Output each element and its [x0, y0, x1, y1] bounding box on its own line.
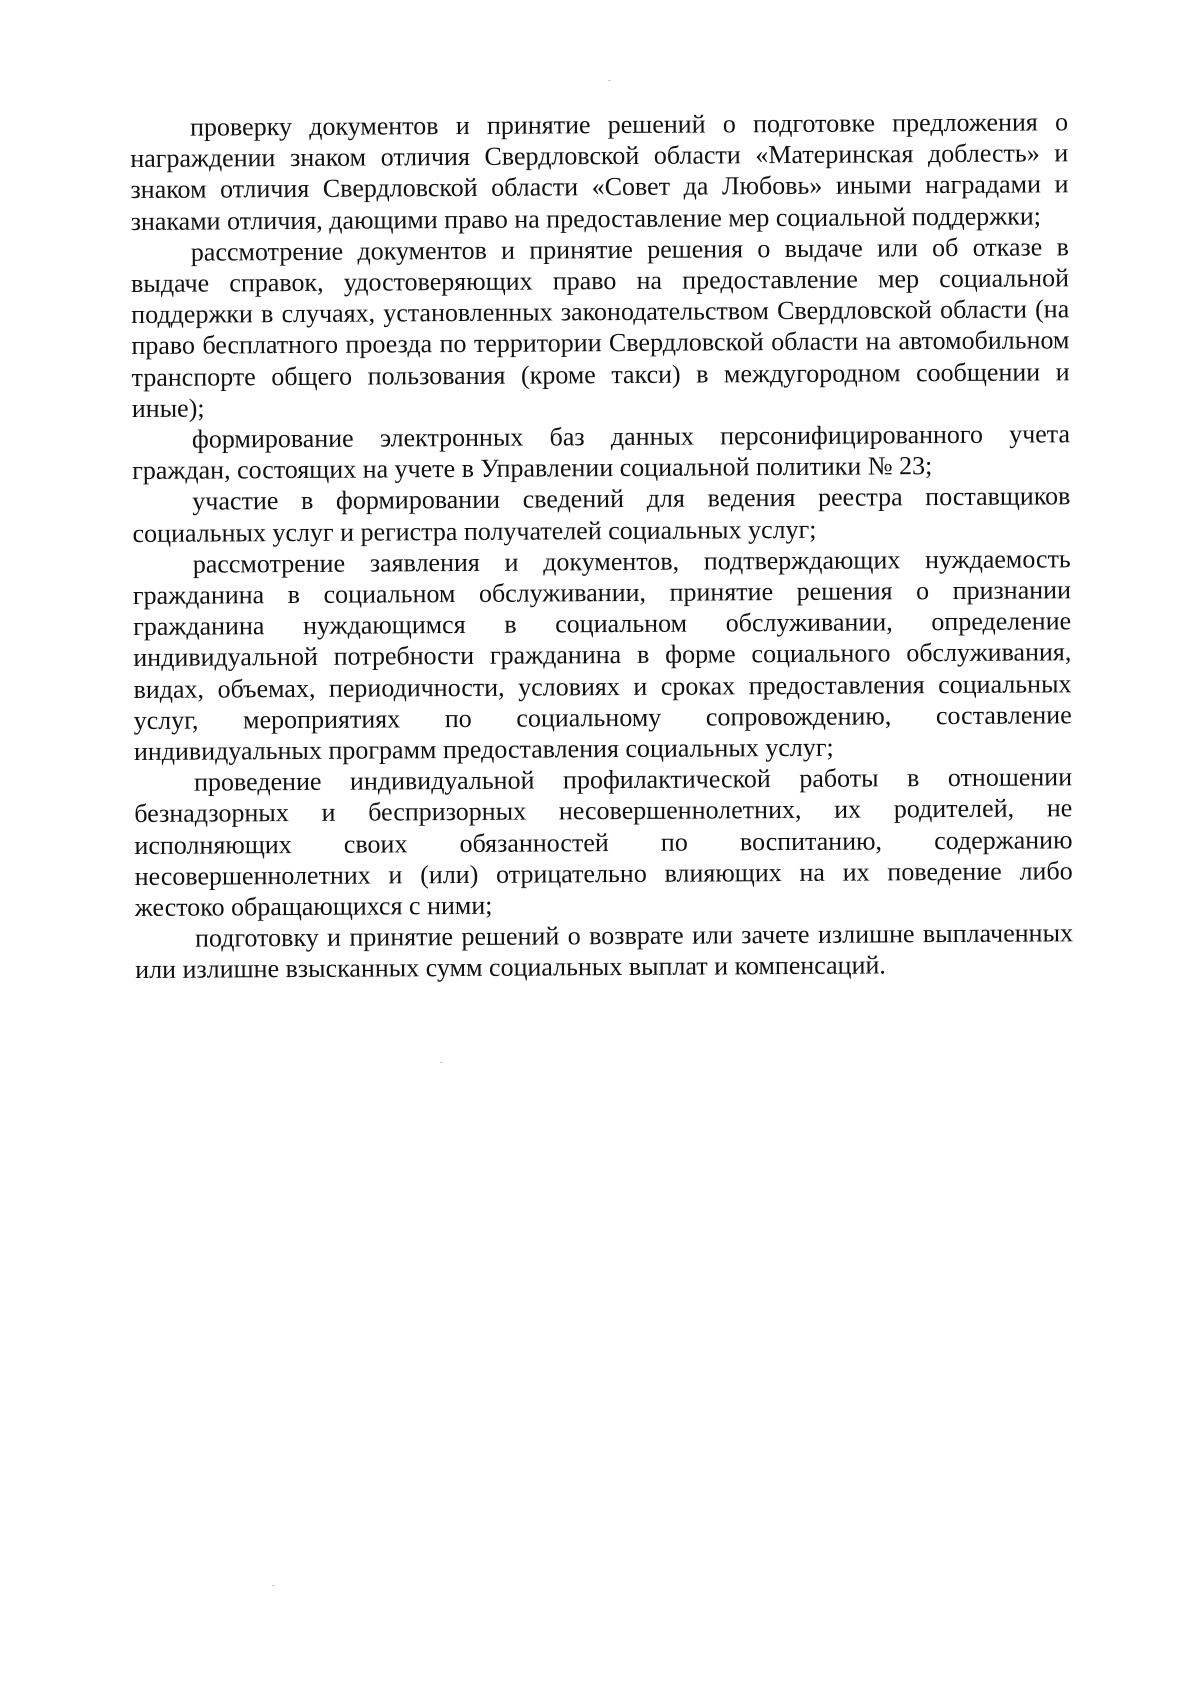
paragraph-social-service-need: рассмотрение заявления и документов, подтверждающих нуждаемость гражданина в социальном обслуживании, принятие решения о признании гражданина нуждающимся в социальном обслуживании, определение индивидуальной потребности гражданина в форме социального обслуживания, видах, объемах, периодичности, условиях и сроках предоставления социальных услуг, мероприятиях по социальному сопровождению, составление индивидуальных программ предоставления социальных услуг; [132, 544, 1072, 767]
paragraph-prevention-work: проведение индивидуальной профилактической работы в отношении безнадзорных и беспризорных несовершеннолетних, их родителей, не исполняющих своих обязанностей по воспитанию, содержанию несовершеннолетних и (или) отрицательно влияющих на их поведение либо жестоко обращающихся с ними; [134, 762, 1073, 923]
paragraph-overpayment-refund: подготовку и принятие решений о возврате или зачете излишне выплаченных или излишне взысканных сумм социальных выплат и компенсаций. [135, 918, 1074, 985]
scan-speck [608, 80, 611, 81]
paragraph-electronic-databases: формирование электронных баз данных персонифицированного учета граждан, состоящих на учете в Управлении социальной политики № 23; [132, 419, 1071, 486]
scan-speck [272, 1585, 275, 1586]
paragraph-provider-registry: участие в формировании сведений для ведения реестра поставщиков социальных услуг и регистра получателей социальных услуг; [132, 481, 1071, 548]
scan-speck [440, 1062, 443, 1063]
paragraph-certificates: рассмотрение документов и принятие решения о выдаче или об отказе в выдаче справок, удостоверяющих право на предоставление мер социальной поддержки в случаях, установленных законодательством Свердловской области (на право бесплатного проезда по территории Свердловской области на автомобильном транспорте общего пользования (кроме такси) в междугородном сообщении и иные); [130, 232, 1070, 423]
document-body [130, 106, 1073, 985]
paragraph-award-documents: проверку документов и принятие решений о подготовке предложения о награждении знаком отличия Свердловской области «Материнская доблесть» и знаком отличия Свердловской области «Совет да Любовь» иными наградами и знаками отличия, дающими право на предоставление мер социальной поддержки; [130, 107, 1069, 236]
